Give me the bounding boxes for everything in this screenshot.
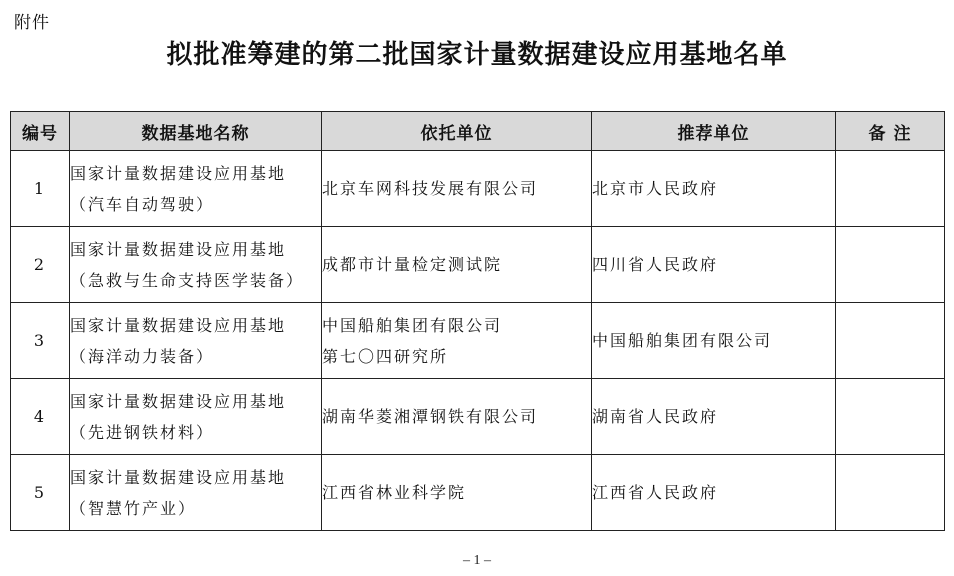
base-name-line: 国家计量数据建设应用基地 <box>70 163 287 183</box>
host-unit-line-2: 第七〇四研究所 <box>322 346 449 366</box>
column-header-base-name: 数据基地名称 <box>70 112 322 151</box>
base-name-cell <box>70 227 322 303</box>
remarks-cell <box>836 455 945 531</box>
base-name-field-line: （智慧竹产业） <box>70 498 197 518</box>
host-unit-cell <box>322 227 592 303</box>
host-unit-cell <box>322 379 592 455</box>
base-name-line: 国家计量数据建设应用基地 <box>70 315 287 335</box>
base-list-table <box>10 111 945 531</box>
table-row <box>11 151 945 227</box>
base-name-cell <box>70 455 322 531</box>
remarks-cell <box>836 151 945 227</box>
page-title: 拟批准筹建的第二批国家计量数据建设应用基地名单 <box>166 40 788 70</box>
base-name-line: 国家计量数据建设应用基地 <box>70 239 287 259</box>
column-header-host-unit: 依托单位 <box>322 112 592 151</box>
base-name-line: 国家计量数据建设应用基地 <box>70 467 287 487</box>
column-header-remarks: 备 注 <box>836 112 945 151</box>
recommending-unit-cell: 江西省人民政府 <box>592 455 836 531</box>
host-unit-cell <box>322 455 592 531</box>
host-unit-cell <box>322 151 592 227</box>
row-number-cell: 4 <box>11 379 70 455</box>
host-unit-line: 成都市计量检定测试院 <box>322 255 503 274</box>
row-number-cell: 2 <box>11 227 70 303</box>
recommending-unit-cell: 四川省人民政府 <box>592 227 836 303</box>
attachment-label: 附件 <box>14 13 50 33</box>
host-unit-line: 湖南华菱湘潭钢铁有限公司 <box>322 407 539 426</box>
row-number-cell: 5 <box>11 455 70 531</box>
base-name-cell <box>70 303 322 379</box>
base-name-line: 国家计量数据建设应用基地 <box>70 391 287 411</box>
row-number-cell: 3 <box>11 303 70 379</box>
remarks-cell <box>836 227 945 303</box>
table-header <box>11 112 945 151</box>
table-row <box>11 455 945 531</box>
base-name-cell <box>70 151 322 227</box>
recommending-unit-cell: 中国船舶集团有限公司 <box>592 303 836 379</box>
page-number: – 1 – <box>463 553 491 568</box>
base-name-field-line: （汽车自动驾驶） <box>70 194 215 214</box>
table-row <box>11 379 945 455</box>
remarks-cell <box>836 379 945 455</box>
base-name-field-line: （海洋动力装备） <box>70 346 215 366</box>
row-number-cell: 1 <box>11 151 70 227</box>
host-unit-line: 江西省林业科学院 <box>322 483 467 502</box>
table-row <box>11 227 945 303</box>
table-body <box>11 151 945 531</box>
remarks-cell <box>836 303 945 379</box>
host-unit-line: 北京车网科技发展有限公司 <box>322 179 539 198</box>
header-row <box>11 112 945 151</box>
column-header-number: 编号 <box>11 112 70 151</box>
column-header-recommending-unit: 推荐单位 <box>592 112 836 151</box>
base-name-field-line: （先进钢铁材料） <box>70 422 215 442</box>
recommending-unit-cell: 北京市人民政府 <box>592 151 836 227</box>
host-unit-cell <box>322 303 592 379</box>
base-name-field-line: （急救与生命支持医学装备） <box>70 270 305 290</box>
recommending-unit-cell: 湖南省人民政府 <box>592 379 836 455</box>
host-unit-line: 中国船舶集团有限公司 <box>322 315 503 335</box>
base-name-cell <box>70 379 322 455</box>
table-row <box>11 303 945 379</box>
